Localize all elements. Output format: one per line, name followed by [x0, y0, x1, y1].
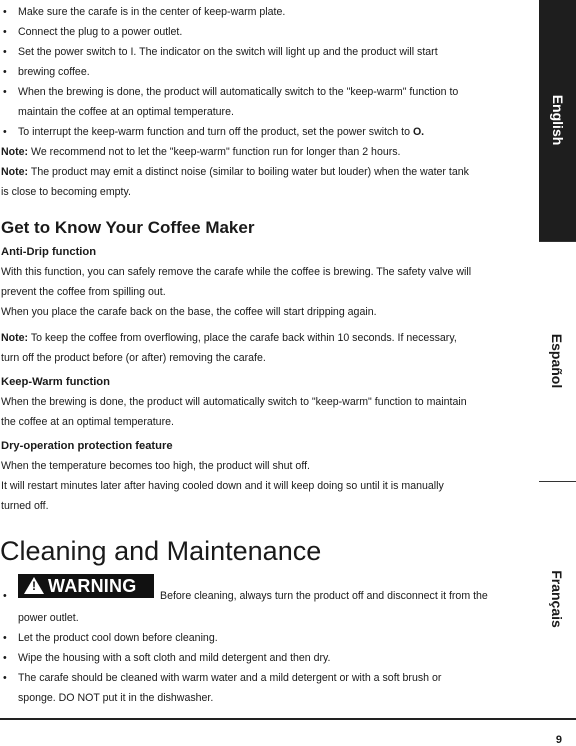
exclamation-icon: ! [32, 579, 36, 593]
note-label: Note: [1, 332, 29, 344]
subheading-anti-drip: Anti-Drip function [1, 246, 97, 258]
bullet-continuation-text: brewing coffee. [18, 66, 90, 78]
paragraph-line: turn off the product before (or after) removing the carafe. [1, 352, 266, 364]
bullet-item: • Make sure the carafe is in the center of keep-warm plate. [0, 2, 528, 22]
paragraph-line: When you place the carafe back on the base, the coffee will start dripping again. [1, 306, 377, 318]
page-number: 9 [555, 734, 562, 746]
paragraph-line: It will restart minutes later after having cooled down and it will keep doing so until it is manually [1, 480, 444, 492]
paragraph-line: When the temperature becomes too high, the product will shut off. [1, 460, 310, 472]
note-text: We recommend not to let the "keep-warm" function run for longer than 2 hours. [31, 146, 401, 158]
subheading-dry-operation: Dry-operation protection feature [1, 440, 173, 452]
warning-label: WARNING [48, 576, 137, 596]
note-label: Note: [1, 166, 29, 178]
bullet-dot: • [3, 590, 7, 602]
note-text: To keep the coffee from overflowing, place the carafe back within 10 seconds. If necessary, [30, 332, 457, 344]
paragraph-line: the coffee at an optimal temperature. [1, 416, 174, 428]
bullet-item: • Set the power switch to I. The indicator on the switch will light up and the product will start [0, 42, 528, 62]
language-tab-label: English [549, 94, 566, 146]
note-1 [0, 142, 528, 162]
bullet-item: • When the brewing is done, the product will automatically switch to the "keep-warm" function to [0, 82, 528, 102]
warning-bullet [0, 574, 528, 608]
tab-divider [539, 241, 576, 242]
anti-drip-note [0, 328, 528, 348]
paragraph-line: prevent the coffee from spilling out. [1, 286, 166, 298]
bullet-continuation [0, 62, 528, 82]
bullet-continuation: sponge. DO NOT put it in the dishwasher. [18, 692, 214, 704]
bullet-text: To interrupt the keep-warm function and turn off the product, set the power switch to [18, 126, 410, 138]
switch-off-symbol: O. [412, 126, 425, 138]
warning-text: Before cleaning, always turn the product off and disconnect it from the [160, 590, 488, 602]
bullet-item: • The carafe should be cleaned with warm water and a mild detergent or with a soft brush or [0, 668, 528, 688]
paragraph-line: With this function, you can safely remove the carafe while the coffee is brewing. The safety valve will [1, 266, 472, 278]
section-title-coffee-maker: Get to Know Your Coffee Maker [1, 218, 255, 237]
note-text: The product may emit a distinct noise (similar to boiling water but louder) when the water tank [30, 166, 469, 178]
section-title-cleaning: Cleaning and Maintenance [0, 536, 322, 566]
language-tab-francais[interactable]: Français [549, 570, 565, 628]
paragraph-line: When the brewing is done, the product will automatically switch to "keep-warm" function to maintain [1, 396, 467, 408]
bullet-item: • Wipe the housing with a soft cloth and mild detergent and then dry. [0, 648, 528, 668]
bullet-continuation: maintain the coffee at an optimal temperature. [18, 106, 234, 118]
language-tab-espanol[interactable]: Español [549, 333, 565, 389]
note-label: Note: [1, 146, 29, 158]
warning-badge [18, 574, 154, 598]
paragraph-line: turned off. [1, 500, 49, 512]
warning-continuation: power outlet. [18, 612, 79, 624]
note-2-continuation: is close to becoming empty. [1, 186, 131, 198]
tab-divider [539, 481, 576, 482]
subheading-keep-warm: Keep-Warm function [1, 376, 110, 388]
language-tab-english[interactable] [539, 0, 576, 241]
footer-rule [0, 718, 576, 720]
bullet-item [0, 122, 528, 142]
bullet-item: • Connect the plug to a power outlet. [0, 22, 528, 42]
bullet-item: • Let the product cool down before cleaning. [0, 628, 528, 648]
note-2 [0, 162, 528, 182]
